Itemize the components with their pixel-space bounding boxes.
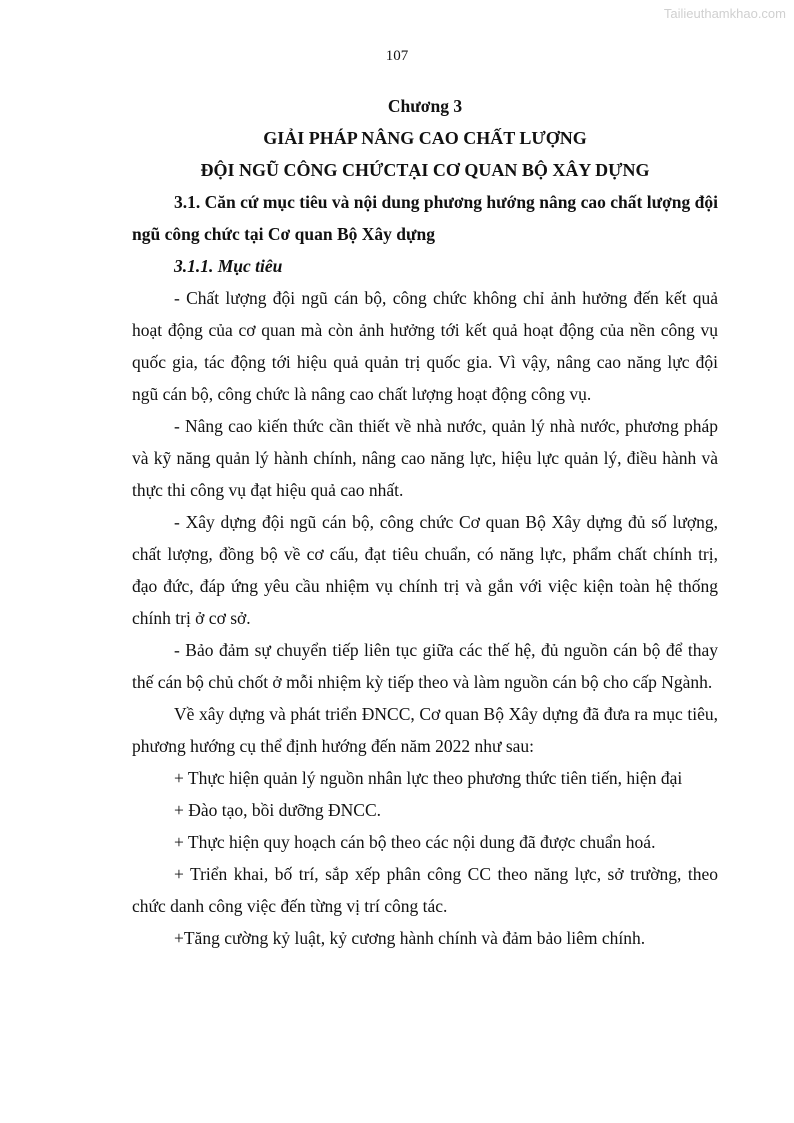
page-number: 107: [385, 48, 409, 64]
list-item: + Thực hiện quản lý nguồn nhân lực theo phương thức tiên tiến, hiện đại: [174, 768, 683, 788]
chapter-title-line-1: GIẢI PHÁP NÂNG CAO CHẤT LƯỢNG: [263, 128, 587, 148]
list-item: + Triển khai, bố trí, sắp xếp phân công CC theo năng lực, sở trường, theo chức danh công việc đến từng vị trí công tác.: [132, 864, 718, 916]
chapter-title-line-2: ĐỘI NGŨ CÔNG CHỨCTẠI CƠ QUAN BỘ XÂY DỰNG: [200, 160, 650, 180]
section-heading: 3.1. Căn cứ mục tiêu và nội dung phương hướng nâng cao chất lượng đội ngũ công chức tại Cơ quan Bộ Xây dựng: [132, 192, 718, 244]
list-item: + Thực hiện quy hoạch cán bộ theo các nội dung đã được chuẩn hoá.: [174, 832, 656, 852]
list-item: + Đào tạo, bồi dưỡng ĐNCC.: [174, 800, 382, 820]
document-body: [132, 90, 718, 954]
subsection-heading: 3.1.1. Mục tiêu: [174, 256, 283, 276]
list-item: +Tăng cường kỷ luật, kỷ cương hành chính và đảm bảo liêm chính.: [174, 928, 646, 948]
paragraph: - Nâng cao kiến thức cần thiết về nhà nước, quản lý nhà nước, phương pháp và kỹ năng quản lý hành chính, nâng cao năng lực, hiệu lực quản lý, điều hành và thực thi công vụ đạt hiệu quả cao nhất.: [132, 416, 718, 500]
paragraph: - Xây dựng đội ngũ cán bộ, công chức Cơ quan Bộ Xây dựng đủ số lượng, chất lượng, đồng bộ về cơ cấu, đạt tiêu chuẩn, có năng lực, phẩm chất chính trị, đạo đức, đáp ứng yêu cầu nhiệm vụ chính trị và gắn với việc kiện toàn hệ thống chính trị ở cơ sở.: [132, 512, 718, 628]
paragraph: - Chất lượng đội ngũ cán bộ, công chức không chỉ ảnh hưởng đến kết quả hoạt động của cơ quan mà còn ảnh hưởng tới kết quả hoạt động của nền công vụ quốc gia, tác động tới hiệu quả quản trị quốc gia. Vì vậy, nâng cao năng lực đội ngũ cán bộ, công chức là nâng cao chất lượng hoạt động công vụ.: [132, 288, 718, 404]
paragraph: Về xây dựng và phát triển ĐNCC, Cơ quan Bộ Xây dựng đã đưa ra mục tiêu, phương hướng cụ thể định hướng đến năm 2022 như sau:: [132, 704, 718, 756]
paragraph: - Bảo đảm sự chuyển tiếp liên tục giữa các thế hệ, đủ nguồn cán bộ để thay thế cán bộ chủ chốt ở mỗi nhiệm kỳ tiếp theo và làm nguồn cán bộ cho cấp Ngành.: [132, 640, 718, 692]
chapter-heading: Chương 3: [387, 96, 463, 116]
watermark: Tailieuthamkhao.com: [663, 6, 786, 21]
